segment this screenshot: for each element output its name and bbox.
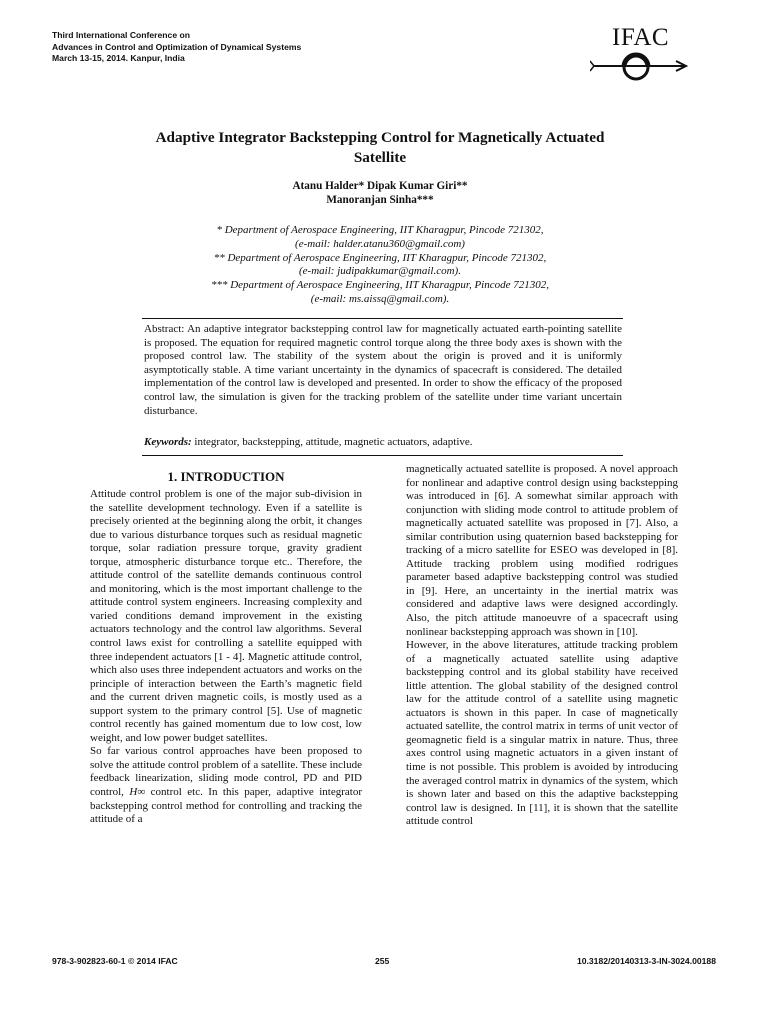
affiliation-3-email: (e-mail: ms.aissq@gmail.com). <box>310 292 450 305</box>
authors-line-1: Atanu Halder* Dipak Kumar Giri** <box>292 180 468 192</box>
affiliation-1-email: (e-mail: halder.atanu360@gmail.com) <box>295 237 465 250</box>
affiliation-2: ** Department of Aerospace Engineering, IIT Kharagpur, Pincode 721302, <box>213 251 547 264</box>
intro-paragraph-2-part-2: control etc. In this paper, adaptive integrator backstepping control method for controlling and tracking the attitude of a <box>90 786 362 826</box>
affiliation-2-email: (e-mail: judipakkumar@gmail.com). <box>299 265 461 278</box>
h-infinity-symbol: H∞ <box>129 786 146 799</box>
affiliations <box>60 224 700 307</box>
affiliation-1: * Department of Aerospace Engineering, IIT Kharagpur, Pincode 721302, <box>216 224 544 236</box>
affiliation-3: *** Department of Aerospace Engineering, IIT Kharagpur, Pincode 721302, <box>210 279 549 292</box>
footer-page-number: 255 <box>375 956 390 966</box>
conference-header <box>52 30 301 65</box>
keywords-label: Keywords: <box>144 436 192 448</box>
abstract-top-rule <box>142 318 623 319</box>
intro-paragraph-2-part-1: So far various control approaches have been proposed to solve the attitude control problem of a satellite. These include feedback linearization, sliding mode control, PD and PID control, <box>90 745 362 799</box>
conference-line-1: Third International Conference on <box>52 30 190 40</box>
keywords-text: integrator, backstepping, attitude, magnetic actuators, adaptive. <box>191 436 473 448</box>
footer-isbn: 978-3-902823-60-1 © 2014 IFAC <box>52 956 178 966</box>
title-line-1: Adaptive Integrator Backstepping Control for Magnetically Actuated <box>155 129 605 146</box>
intro-paragraph-4: However, in the above literatures, attitude tracking problem of a magnetically actuated satellite using adaptive backstepping control and its global stability have received little attention. The global stability of the designed control law for the attitude control of a satellite using magnetic actuators is shown in this paper. In case of magnetically actuated satellite, the control matrix in terms of unit vector of geomagnetic field is a singular matrix in nature. Thus, three axes control using magnetic actuators in a given instant of time is not possible. This problem is avoided by introducing the averaged control matrix in dynamics of the system, which is shown later and based on this the adaptive backstepping control law is designed. In [11], it is shown that the satellite attitude control <box>406 639 678 828</box>
left-column <box>90 488 362 827</box>
intro-paragraph-3: magnetically actuated satellite is proposed. A novel approach for nonlinear and adaptive control design using backstepping was introduced in [6]. A somewhat similar approach with conjunction with sliding mode control to attitude problem of magnetically actuated satellite was proposed in [7]. Also, a similar contribution using quaternion based backstepping for tracking of a micro satellite for ESEO was developed in [8]. Attitude tracking problem using modified rodrigues parameter based adaptive backstepping control was studied in [9]. Here, an uncertainty in the inertial matrix was considered and adaptive laws were designed accordingly. Also, the pitch attitude manoeuvre of a spacecraft using nonlinear backstepping approach was shown in [10]. <box>406 463 678 638</box>
authors <box>60 180 700 207</box>
ifac-logo-text: IFAC <box>612 24 670 51</box>
footer-doi: 10.3182/20140313-3-IN-3024.00188 <box>576 956 716 966</box>
authors-line-2: Manoranjan Sinha*** <box>326 193 434 206</box>
paper-title <box>60 128 700 167</box>
right-column <box>406 463 678 829</box>
conference-line-3: March 13-15, 2014. Kanpur, India <box>52 53 185 63</box>
conference-line-2: Advances in Control and Optimization of Dynamical Systems <box>52 41 302 52</box>
ifac-logo-emblem-icon <box>590 50 690 84</box>
ifac-logo <box>590 24 690 84</box>
intro-paragraph-1: Attitude control problem is one of the major sub-division in the satellite development technology. Even if a satellite is precisely oriented at the beginning along the orbit, it changes due to various disturbance torques such as residual magnetic torque, solar radiation pressure torque, gravity gradient torque, atmospheric disturbance torque etc.. Therefore, the attitude control of the satellite demands continuous control and monitoring, which is the most important challenge to the attitude control system engineers. Increasing complexity and varied conditions demand improvement in the existing actuators technology and the control law algorithms. Several control laws exist for controlling a satellite equipped with three independent actuators [1 - 4]. Magnetic attitude control, which also uses three independent actuators and works on the principle of interaction between the Earth’s magnetic field and the current driven magnetic coils, is mostly used as a support system to the primary control [5]. Use of magnetic control recently has gained momentum due to low cost, low weight, and low power budget satellites. <box>90 488 362 744</box>
intro-paragraph-2 <box>90 745 362 826</box>
abstract-bottom-rule <box>142 455 623 456</box>
keywords <box>144 436 622 450</box>
abstract: Abstract: An adaptive integrator backstepping control law for magnetically actuated earth-pointing satellite is proposed. The equation for required magnetic control torque along the three body axes is shown with the proposed control law. The stability of the system about the origin is proved and it is uniformly asymptotically stable. A time variant uncertainty in the dynamics of spacecraft is considered. The detailed implementation of the control law is developed and presented. In order to show the efficacy of the proposed control law, the simulation is given for the tracking problem of the satellite under time variant uncertain disturbance. <box>144 323 622 417</box>
title-line-2: Satellite <box>353 148 407 166</box>
section-heading-introduction: 1. INTRODUCTION <box>167 469 285 484</box>
